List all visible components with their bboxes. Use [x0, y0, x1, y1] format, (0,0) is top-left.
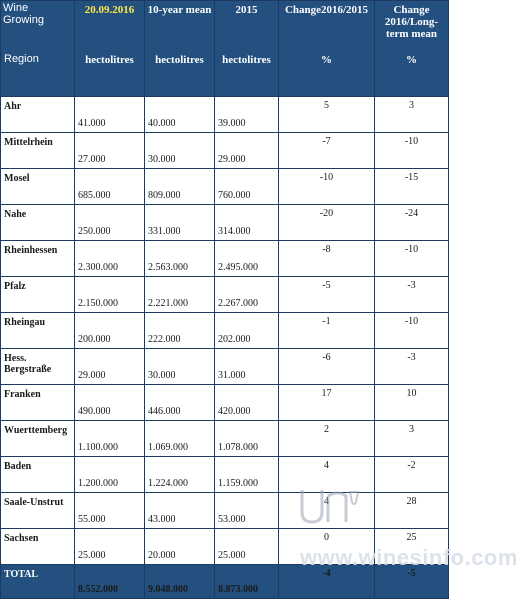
region-text: Franken: [4, 389, 41, 400]
value-2016-cell: [75, 277, 145, 313]
change1-cell: [279, 169, 375, 205]
table-row: [1, 493, 449, 529]
region-cell: [1, 277, 75, 313]
table-row: [1, 133, 449, 169]
change1-text: 17: [321, 388, 332, 399]
value-2015-cell: [215, 133, 279, 169]
region-text: Sachsen: [4, 533, 39, 544]
value-2015-cell: [215, 457, 279, 493]
header-change2-title: Change 2016/Long-term mean: [384, 4, 439, 40]
change2-text: -10: [404, 136, 419, 147]
change2-cell: [375, 241, 449, 277]
header-region: [1, 1, 75, 97]
value-2016-cell: [75, 169, 145, 205]
value-2016-text: 490.000: [78, 406, 111, 417]
value-2015-cell: [215, 421, 279, 457]
value-2016-text: 27.000: [78, 154, 106, 165]
change2-cell: [375, 421, 449, 457]
value-2016-text: 250.000: [78, 226, 111, 237]
change1-cell: [279, 205, 375, 241]
region-text: Ahr: [4, 101, 22, 112]
region-text: Saale-Unstrut: [4, 497, 64, 508]
value-2016-text: 1.200.000: [78, 478, 118, 489]
total-change1-value: -4: [322, 568, 331, 579]
change1-cell: [279, 97, 375, 133]
change2-text: -15: [404, 172, 419, 183]
change1-text: -5: [322, 280, 331, 291]
value-2015-text: 2.495.000: [218, 262, 258, 273]
change2-cell: [375, 349, 449, 385]
value-mean-text: 809.000: [148, 190, 181, 201]
change2-cell: [375, 277, 449, 313]
header-2016-unit: hectolitres: [85, 54, 134, 66]
change2-cell: [375, 313, 449, 349]
change2-text: -2: [407, 460, 416, 471]
value-2016-text: 55.000: [78, 514, 106, 525]
table-row: [1, 277, 449, 313]
change1-text: -7: [322, 136, 331, 147]
change1-text: 2: [324, 424, 329, 435]
table-row: [1, 241, 449, 277]
header-mean-title: 10-year mean: [147, 4, 212, 16]
change2-cell: [375, 457, 449, 493]
table-row: [1, 313, 449, 349]
value-2016-text: 2.300.000: [78, 262, 118, 273]
region-cell: [1, 349, 75, 385]
region-text: Mosel: [4, 173, 30, 184]
value-2016-cell: [75, 529, 145, 565]
value-mean-text: 30.000: [148, 154, 176, 165]
header-2015: [215, 1, 279, 97]
region-cell: [1, 133, 75, 169]
value-2016-cell: [75, 349, 145, 385]
total-change2-value: -5: [407, 568, 416, 579]
region-cell: [1, 457, 75, 493]
value-2015-cell: [215, 529, 279, 565]
table-row: [1, 97, 449, 133]
header-2015-title: 2015: [235, 4, 258, 16]
value-mean-text: 2.221.000: [148, 298, 188, 309]
value-2015-text: 1.078.000: [218, 442, 258, 453]
value-mean-text: 30.000: [148, 370, 176, 381]
change1-text: -10: [319, 172, 334, 183]
value-mean-cell: [145, 421, 215, 457]
total-2016-value: 8.552.000: [78, 584, 118, 595]
value-mean-cell: [145, 169, 215, 205]
value-2016-text: 41.000: [78, 118, 106, 129]
value-2016-cell: [75, 493, 145, 529]
region-cell: [1, 421, 75, 457]
value-mean-text: 2.563.000: [148, 262, 188, 273]
change1-text: -6: [322, 352, 331, 363]
value-mean-cell: [145, 529, 215, 565]
change1-text: -8: [322, 244, 331, 255]
value-2015-text: 25.000: [218, 550, 246, 561]
change2-text: -3: [407, 280, 416, 291]
value-mean-cell: [145, 385, 215, 421]
header-row: [1, 1, 449, 97]
value-2016-text: 25.000: [78, 550, 106, 561]
value-mean-text: 1.069.000: [148, 442, 188, 453]
value-mean-cell: [145, 277, 215, 313]
value-2015-text: 760.000: [218, 190, 251, 201]
change2-text: -24: [404, 208, 419, 219]
change1-cell: [279, 277, 375, 313]
value-2015-text: 39.000: [218, 118, 246, 129]
change1-text: -1: [322, 316, 331, 327]
table-row: [1, 421, 449, 457]
total-region: [1, 565, 75, 599]
header-2015-unit: hectolitres: [222, 54, 271, 66]
header-change2-unit: %: [406, 54, 417, 66]
value-mean-text: 20.000: [148, 550, 176, 561]
change1-cell: [279, 133, 375, 169]
region-text: Mittelrhein: [4, 137, 53, 148]
table-row: [1, 349, 449, 385]
value-2015-text: 314.000: [218, 226, 251, 237]
change2-text: -3: [407, 352, 416, 363]
change2-text: 3: [409, 100, 414, 111]
watermark-text: www.winesinfo.com: [300, 545, 518, 570]
change1-cell: [279, 241, 375, 277]
value-2016-cell: [75, 205, 145, 241]
change2-text: 3: [409, 424, 414, 435]
region-cell: [1, 169, 75, 205]
header-change2: [375, 1, 449, 97]
value-2015-text: 202.000: [218, 334, 251, 345]
header-change1-title: Change2016/2015: [284, 4, 369, 16]
change2-cell: [375, 493, 449, 529]
value-2015-text: 29.000: [218, 154, 246, 165]
change1-cell: [279, 421, 375, 457]
change1-cell: [279, 313, 375, 349]
value-2015-text: 2.267.000: [218, 298, 258, 309]
total-label: TOTAL: [4, 569, 39, 580]
value-mean-text: 40.000: [148, 118, 176, 129]
header-region-sub: Region: [4, 53, 39, 65]
change2-cell: [375, 133, 449, 169]
value-2016-text: 29.000: [78, 370, 106, 381]
value-mean-text: 446.000: [148, 406, 181, 417]
value-2016-cell: [75, 241, 145, 277]
change2-cell: [375, 97, 449, 133]
value-2016-cell: [75, 457, 145, 493]
value-2016-text: 200.000: [78, 334, 111, 345]
total-2015: [215, 565, 279, 599]
value-mean-cell: [145, 313, 215, 349]
winesinfo-logo-icon: [298, 486, 360, 526]
header-mean-unit: hectolitres: [155, 54, 204, 66]
change1-text: 5: [324, 100, 329, 111]
region-cell: [1, 529, 75, 565]
table-row: [1, 205, 449, 241]
value-2016-cell: [75, 421, 145, 457]
value-2015-cell: [215, 169, 279, 205]
change1-text: 4: [324, 460, 329, 471]
change1-text: 0: [324, 532, 329, 543]
value-mean-cell: [145, 457, 215, 493]
value-2015-cell: [215, 385, 279, 421]
change1-cell: [279, 385, 375, 421]
header-region-title: Wine Growing: [3, 2, 44, 26]
total-2015-value: 8.873.000: [218, 584, 258, 595]
value-mean-text: 222.000: [148, 334, 181, 345]
change2-cell: [375, 169, 449, 205]
value-2016-text: 685.000: [78, 190, 111, 201]
region-text: Baden: [4, 461, 32, 472]
table-row: [1, 169, 449, 205]
change2-text: 28: [406, 496, 417, 507]
value-2015-cell: [215, 97, 279, 133]
total-mean: [145, 565, 215, 599]
table-body: [1, 97, 449, 565]
region-cell: [1, 205, 75, 241]
value-2015-cell: [215, 277, 279, 313]
change2-cell: [375, 205, 449, 241]
value-2015-text: 1.159.000: [218, 478, 258, 489]
value-mean-cell: [145, 97, 215, 133]
header-2016: [75, 1, 145, 97]
header-change1-unit: %: [321, 54, 332, 66]
header-change1: [279, 1, 375, 97]
change2-cell: [375, 385, 449, 421]
change2-text: -10: [404, 244, 419, 255]
change1-cell: [279, 349, 375, 385]
value-2016-cell: [75, 97, 145, 133]
region-text: Rheinhessen: [4, 245, 58, 256]
value-2015-text: 420.000: [218, 406, 251, 417]
change2-text: -10: [404, 316, 419, 327]
region-text: Pfalz: [4, 281, 26, 292]
region-cell: [1, 385, 75, 421]
value-2016-cell: [75, 313, 145, 349]
change2-text: 25: [406, 532, 417, 543]
table-row: [1, 457, 449, 493]
change1-text: 4: [324, 496, 329, 507]
region-text: Hess. Bergstraße: [4, 353, 52, 375]
value-mean-text: 43.000: [148, 514, 176, 525]
value-mean-text: 1.224.000: [148, 478, 188, 489]
value-2016-text: 1.100.000: [78, 442, 118, 453]
value-2015-text: 53.000: [218, 514, 246, 525]
value-mean-cell: [145, 493, 215, 529]
change1-text: -20: [319, 208, 334, 219]
change2-text: 10: [406, 388, 417, 399]
value-2015-cell: [215, 349, 279, 385]
value-2015-cell: [215, 205, 279, 241]
header-2016-title: 20.09.2016: [84, 4, 135, 16]
region-cell: [1, 241, 75, 277]
table-row: [1, 385, 449, 421]
region-text: Nahe: [4, 209, 27, 220]
total-2016: [75, 565, 145, 599]
region-cell: [1, 97, 75, 133]
value-mean-text: 331.000: [148, 226, 181, 237]
value-2015-cell: [215, 493, 279, 529]
value-mean-cell: [145, 133, 215, 169]
value-mean-cell: [145, 349, 215, 385]
value-2016-cell: [75, 133, 145, 169]
value-2015-cell: [215, 241, 279, 277]
total-mean-value: 9.048.000: [148, 584, 188, 595]
value-2016-text: 2.150.000: [78, 298, 118, 309]
value-mean-cell: [145, 241, 215, 277]
region-cell: [1, 493, 75, 529]
value-2016-cell: [75, 385, 145, 421]
region-text: Rheingau: [4, 317, 46, 328]
value-mean-cell: [145, 205, 215, 241]
value-2015-cell: [215, 313, 279, 349]
value-2015-text: 31.000: [218, 370, 246, 381]
header-mean: [145, 1, 215, 97]
region-text: Wuerttemberg: [4, 425, 68, 436]
region-cell: [1, 313, 75, 349]
